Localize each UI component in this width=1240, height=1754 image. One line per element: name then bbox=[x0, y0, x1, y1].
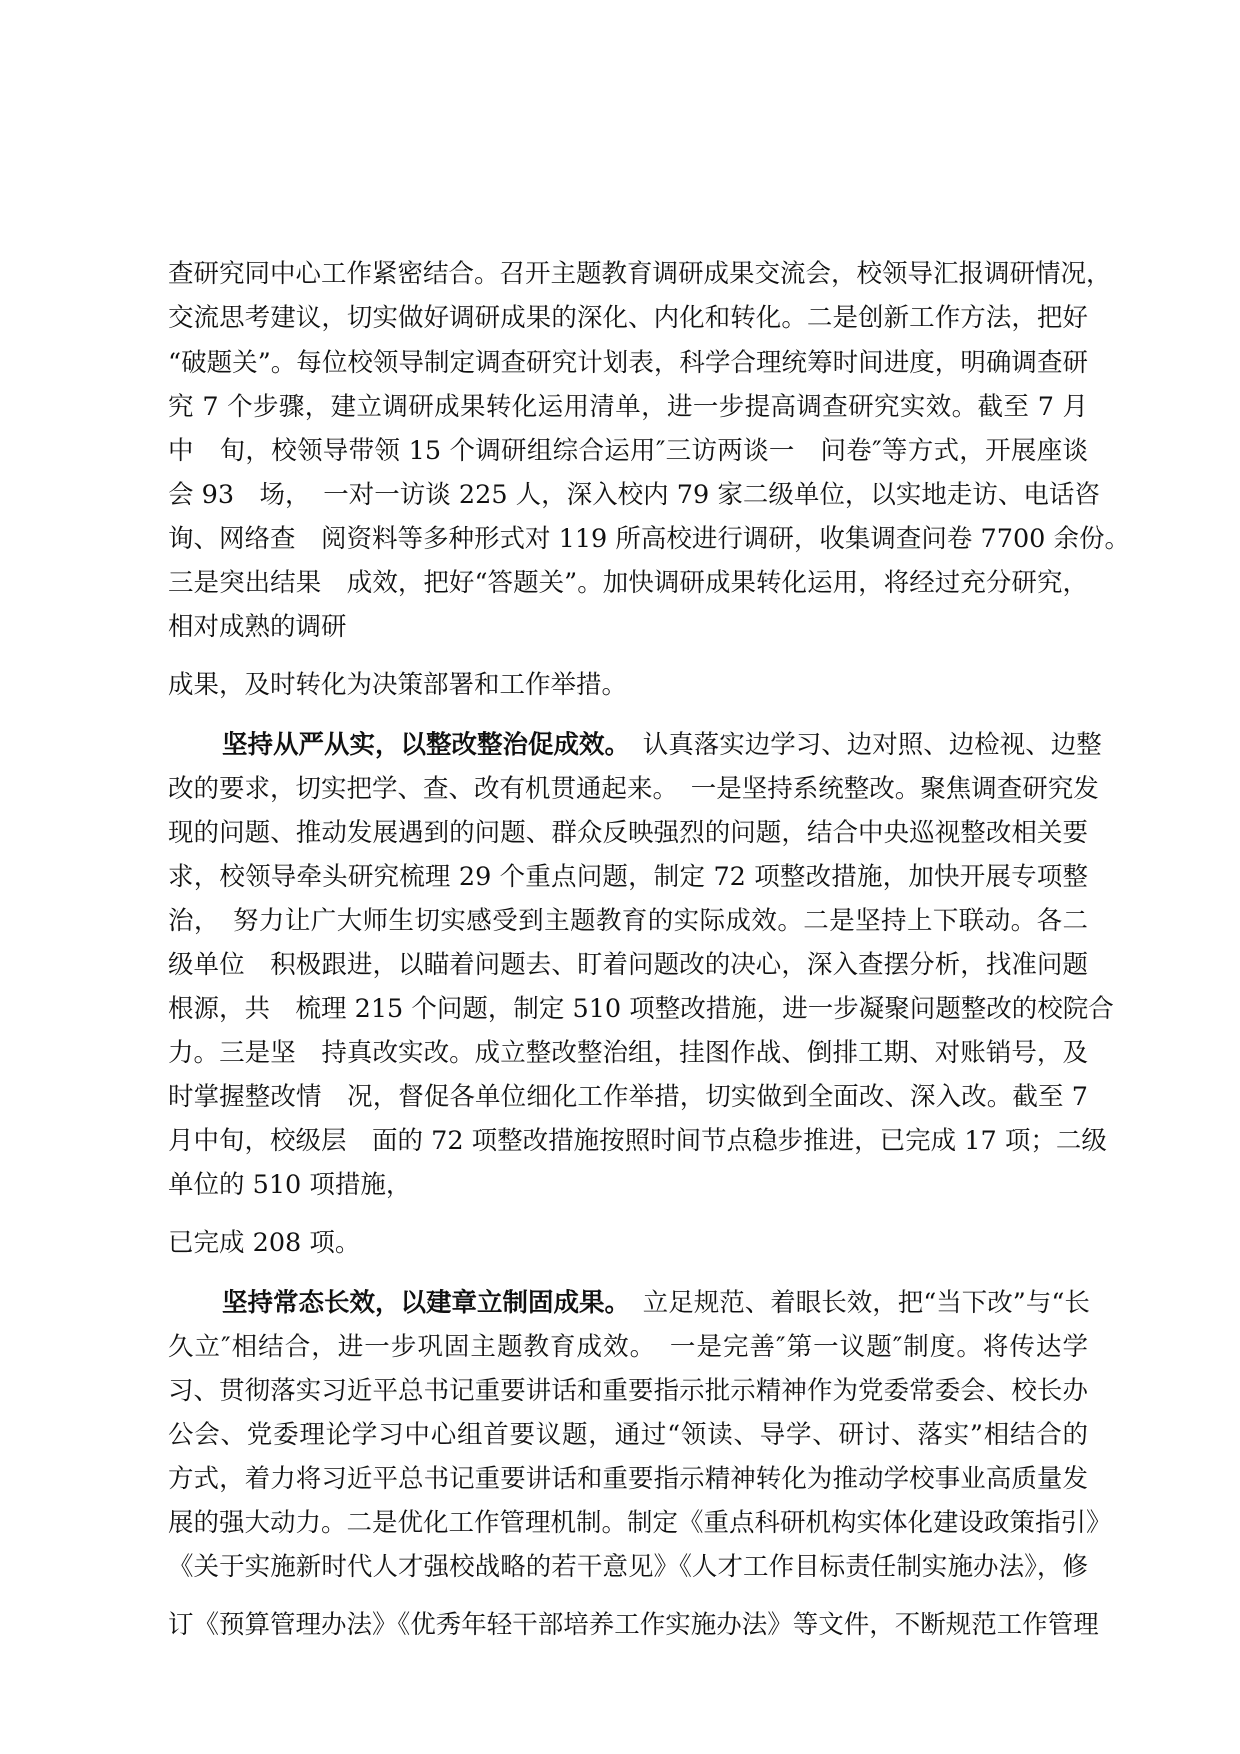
body-text-line: 时掌握整改情 况，督促各单位细化工作举措，切实做到全面改、深入改。截至 7 bbox=[168, 1082, 1088, 1112]
body-text-line: 级单位 积极跟进，以瞄着问题去、盯着问题改的决心，深入查摆分析，找准问题 bbox=[168, 950, 1088, 980]
body-text-line: 根源，共 梳理 215 个问题，制定 510 项整改措施，进一步凝聚问题整改的校院合 bbox=[168, 994, 1114, 1024]
body-text-line: 改的要求，切实把学、查、改有机贯通起来。 一是坚持系统整改。聚焦调查研究发 bbox=[168, 774, 1099, 804]
section-heading: 坚持常态长效，以建章立制固成果。 bbox=[222, 1288, 618, 1318]
body-text-line: 订《预算管理办法》《优秀年轻干部培养工作实施办法》等文件，不断规范工作管理 bbox=[168, 1610, 1099, 1640]
body-text-line: 单位的 510 项措施， bbox=[168, 1170, 412, 1200]
body-text-line: 展的强大动力。二是优化工作管理机制。制定《重点科研机构实体化建设政策指引》 bbox=[168, 1508, 1112, 1538]
body-text-line: 查研究同中心工作紧密结合。召开主题教育调研成果交流会，校领导汇报调研情况， bbox=[168, 259, 1112, 289]
body-text-line: 习、贯彻落实习近平总书记重要讲话和重要指示批示精神作为党委常委会、校长办 bbox=[168, 1376, 1088, 1406]
body-text: 认真落实边学习、边对照、边检视、边整 bbox=[617, 730, 1102, 760]
body-text-line: 中 旬，校领导带领 15 个调研组综合运用″三访两谈一 问卷″等方式，开展座谈 bbox=[168, 436, 1088, 466]
body-text-line: 询、网络查 阅资料等多种形式对 119 所高校进行调研，收集调查问卷 7700 余份。 bbox=[168, 524, 1130, 554]
body-text-line: 治， 努力让广大师生切实感受到主题教育的实际成效。二是坚持上下联动。各二 bbox=[168, 906, 1088, 936]
body-text-line: “破题关”。每位校领导制定调查研究计划表，科学合理统筹时间进度，明确调查研 bbox=[168, 348, 1088, 378]
body-text-line: 会 93 场， 一对一访谈 225 人，深入校内 79 家二级单位，以实地走访、电话咨 bbox=[168, 480, 1100, 510]
body-text-line: 力。三是坚 持真改实改。成立整改整治组，挂图作战、倒排工期、对账销号，及 bbox=[168, 1038, 1088, 1068]
body-text-line: 月中旬，校级层 面的 72 项整改措施按照时间节点稳步推进，已完成 17 项；二级 bbox=[168, 1126, 1107, 1156]
body-text-line: 相对成熟的调研 bbox=[168, 612, 347, 642]
body-text-line: 公会、党委理论学习中心组首要议题，通过“领读、导学、研讨、落实”相结合的 bbox=[168, 1420, 1088, 1450]
section-first-line bbox=[222, 1288, 1088, 1318]
body-text-line: 已完成 208 项。 bbox=[168, 1228, 361, 1258]
body-text: 立足规范、着眼长效，把“当下改”与“长 bbox=[617, 1288, 1090, 1318]
body-text-line: 交流思考建议，切实做好调研成果的深化、内化和转化。二是创新工作方法，把好 bbox=[168, 303, 1088, 333]
body-text-line: 方式，着力将习近平总书记重要讲话和重要指示精神转化为推动学校事业高质量发 bbox=[168, 1464, 1088, 1494]
body-text-line: 久立″相结合，进一步巩固主题教育成效。 一是完善″第一议题″制度。将传达学 bbox=[168, 1332, 1088, 1362]
section-first-line bbox=[222, 730, 1102, 760]
body-text-line: 成果，及时转化为决策部署和工作举措。 bbox=[168, 670, 628, 700]
body-text-line: 究 7 个步骤，建立调研成果转化运用清单，进一步提高调查研究实效。截至 7 月 bbox=[168, 392, 1088, 422]
body-text-line: 求，校领导牵头研究梳理 29 个重点问题，制定 72 项整改措施，加快开展专项整 bbox=[168, 862, 1088, 892]
body-text-line: 三是突出结果 成效，把好“答题关”。加快调研成果转化运用，将经过充分研究， bbox=[168, 568, 1088, 598]
body-text-line: 现的问题、推动发展遇到的问题、群众反映强烈的问题，结合中央巡视整改相关要 bbox=[168, 818, 1088, 848]
body-text-line: 《关于实施新时代人才强校战略的若干意见》《人才工作目标责任制实施办法》，修 bbox=[168, 1552, 1088, 1582]
section-heading: 坚持从严从实，以整改整治促成效。 bbox=[222, 730, 618, 760]
